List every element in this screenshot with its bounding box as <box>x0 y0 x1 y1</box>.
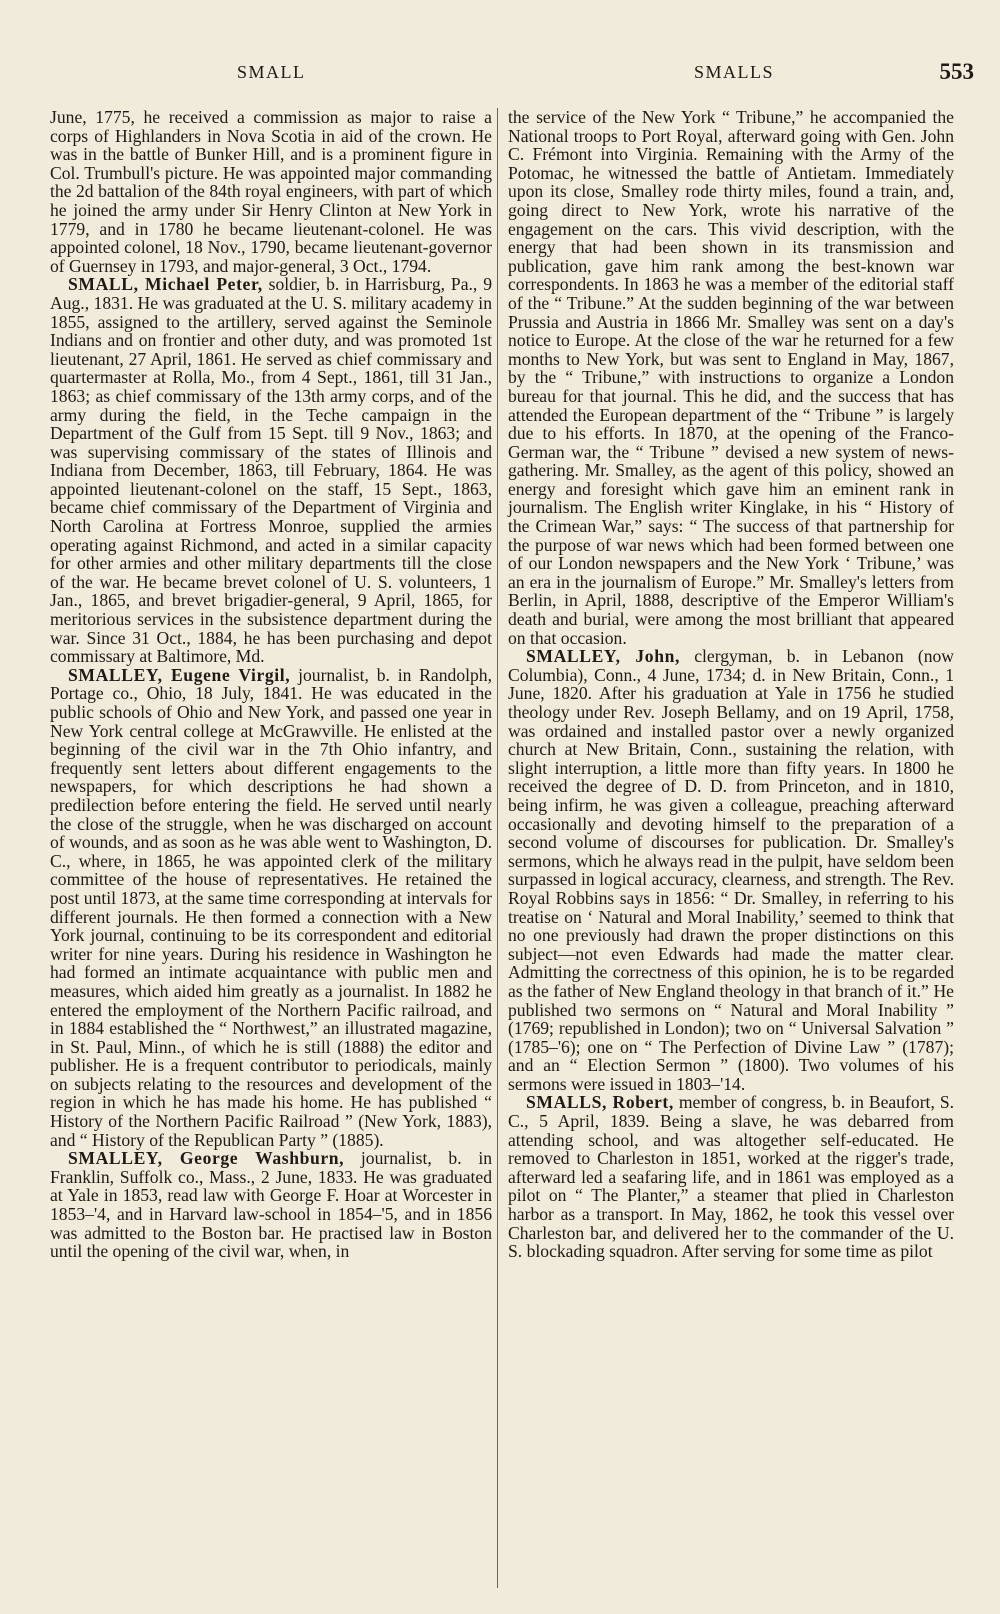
entry-continuation <box>508 108 954 647</box>
entry-headword: SMALL, Michael Peter, <box>68 274 263 295</box>
entry-text: member of congress, b. in Beaufort, S. C., 5 April, 1839. Being a slave, he was debarred from attending school, and was altogether self-educated. He removed to Charleston in 1851, worked at the rigger's trade, afterward led a seafaring life, and in 1861 was employed as a pilot on “ The Planter,” a steamer that plied in Charleston harbor as a transport. In May, 1862, he took this vessel over Charleston bar, and delivered her to the commander of the U. S. blockading squadron. After serving for some time as pilot <box>508 1092 954 1262</box>
entry-small-michael-peter <box>50 275 492 665</box>
entry-text: journalist, b. in Franklin, Suffolk co., Mass., 2 June, 1833. He was graduated at Yale in 1853, read law with George F. Hoar at Worcester in 1853–'4, and in Harvard law-school in 1854–'5, and in 1856 was admitted to the Boston bar. He practised law in Boston until the opening of the civil war, when, in <box>50 1148 493 1262</box>
entry-headword: SMALLEY, Eugene Virgil, <box>68 664 291 685</box>
entry-continuation <box>50 108 492 275</box>
entry-smalley-eugene-virgil <box>50 666 492 1149</box>
entry-text: soldier, b. in Harrisburg, Pa., 9 Aug., 1831. He was graduated at the U. S. military academy in 1855, assigned to the artillery, served against the Seminole Indians and on frontier and other duty, and was promoted 1st lieutenant, 27 April, 1861. He served as chief commissary and quartermaster at Rolla, Mo., from 4 Sept., 1861, till 31 Jan., 1863; as chief commissary of the 13th army corps, and of the army during the field, in the Teche campaign in the Department of the Gulf from 15 Sept. till 9 Nov., 1863; and was supervising commissary of the states of Illinois and Indiana from December, 1863, till February, 1864. He was appointed lieutenant-colonel on the staff, 15 Sept., 1863, became chief commissary of the Department of Virginia and North Carolina at Fortress Monroe, supplied the armies operating against Richmond, and acted in a similar capacity for other armies and other military departments till the close of the war. He became brevet colonel of U. S. volunteers, 1 Jan., 1865, and brevet brigadier-general, 9 April, 1865, for meritorious services in the subsistence department during the war. Since 31 Oct., 1884, he has been purchasing and depot commissary at Baltimore, Md. <box>50 274 492 667</box>
entry-text: the service of the New York “ Tribune,” he accompanied the National troops to Port Royal, afterward going with Gen. John C. Frémont into Virginia. Remaining with the Army of the Potomac, he witnessed the battle of Antietam. Immediately upon its close, Smalley rode thirty miles, found a train, and, going direct to New York, wrote his narrative of the engagement on the cars. This vivid description, with the energy that had been shown in its transmission and publication, gave him rank among the best-known war correspondents. In 1863 he was a member of the editorial staff of the “ Tribune.” At the sudden beginning of the war between Prussia and Austria in 1866 Mr. Smalley was sent on a day's notice to Europe. At the close of the war he returned for a few months to New York, but was sent to England in May, 1867, by the “ Tribune,” with instructions to organize a London bureau for that journal. This he did, and the success that has attended the European department of the “ Tribune ” is largely due to his efforts. In 1870, at the opening of the Franco-German war, the “ Tribune ” devised a new system of news-gathering. Mr. Smalley, as the agent of this policy, showed an energy and foresight which gave him an eminent rank in journalism. The English writer Kinglake, in his “ History of the Crimean War,” says: “ The success of that partnership for the purpose of war news which had been formed between one of our London newspapers and the New York ‘ Tribune,’ was an era in the journalism of Europe.” Mr. Smalley's letters from Berlin, in April, 1888, descriptive of the Emperor William's death and burial, were among the most brilliant that appeared on that occasion. <box>508 107 954 648</box>
entry-headword: SMALLEY, John, <box>526 646 680 667</box>
right-column <box>508 108 954 1261</box>
entry-smalls-robert <box>508 1093 954 1260</box>
entry-text: June, 1775, he received a commission as major to raise a corps of Highlanders in Nova Scotia in aid of the crown. He was in the battle of Bunker Hill, and is a prominent figure in Col. Trumbull's picture. He was appointed major commanding the 2d battalion of the 84th royal engineers, with part of which he joined the army under Sir Henry Clinton at New York in 1779, and in 1780 he became lieutenant-colonel. He was appointed colonel, 18 Nov., 1790, became lieutenant-governor of Guernsey in 1793, and major-general, 3 Oct., 1794. <box>50 107 492 276</box>
header-left-word: SMALL <box>237 62 306 82</box>
entry-text: journalist, b. in Randolph, Portage co., Ohio, 18 July, 1841. He was educated in the public schools of Ohio and New York, and passed one year in New York central college at McGrawville. He enlisted at the beginning of the civil war in the 7th Ohio infantry, and frequently sent letters about different engagements to the newspapers, for which descriptions he had shown a predilection before entering the field. He served until nearly the close of the struggle, when he was discharged on account of wounds, and as soon as he was able went to Washington, D. C., where, in 1865, he was appointed clerk of the military committee of the house of representatives. He retained the post until 1873, at the same time corresponding at intervals for different journals. He then formed a connection with a New York journal, continuing to be its correspondent and editorial writer for nine years. During his residence in Washington he had formed an intimate acquaintance with public men and measures, which aided him greatly as a journalist. In 1882 he entered the employment of the Northern Pacific railroad, and in 1884 established the “ Northwest,” an illustrated magazine, in St. Paul, Minn., of which he is still (1888) the editor and publisher. He is a frequent contributor to periodicals, mainly on subjects relating to the resources and development of the region in which he has made his home. He has published “ History of the Northern Pacific Railroad ” (New York, 1883), and “ History of the Republican Party ” (1885). <box>50 664 492 1150</box>
entry-text: clergyman, b. in Lebanon (now Columbia), Conn., 4 June, 1734; d. in New Britain, Conn., 1 June, 1820. After his graduation at Yale in 1756 he studied theology under Rev. Joseph Bellamy, and on 19 April, 1758, was ordained and installed pastor over a newly organized church at New Britain, Conn., sustaining the relation, with slight interruption, a little more than fifty years. In 1800 he received the degree of D. D. from Princeton, and in 1810, being infirm, he was given a colleague, preaching afterward occasionally and devoting himself to the preparation of a second volume of discourses for publication. Dr. Smalley's sermons, which he always read in the pulpit, have seldom been surpassed in logical accuracy, clearness, and strength. The Rev. Royal Robbins says in 1856: “ Dr. Smalley, in referring to his treatise on ‘ Natural and Moral Inability,’ seemed to think that no one previously had drawn the proper distinctions on this subject—not even Edwards had made the matter clear. Admitting the correctness of this opinion, he is to be regarded as the father of New England theology in that branch of it.” He published two sermons on “ Natural and Moral Inability ” (1769; republished in London); two on “ Universal Salvation ” (1785–'6); one on “ The Perfection of Divine Law ” (1787); and an “ Election Sermon ” (1800). Two volumes of his sermons were issued in 1803–'14. <box>508 646 954 1094</box>
entry-headword: SMALLS, Robert, <box>526 1092 674 1113</box>
header-center-word: SMALLS <box>694 62 775 82</box>
column-divider <box>497 108 498 1588</box>
entry-smalley-john <box>508 647 954 1093</box>
page-number: 553 <box>939 59 974 84</box>
entry-headword: SMALLEY, George Washburn, <box>68 1148 345 1169</box>
entry-smalley-george-washburn <box>50 1149 492 1261</box>
running-header <box>52 59 974 92</box>
left-column <box>50 108 492 1261</box>
